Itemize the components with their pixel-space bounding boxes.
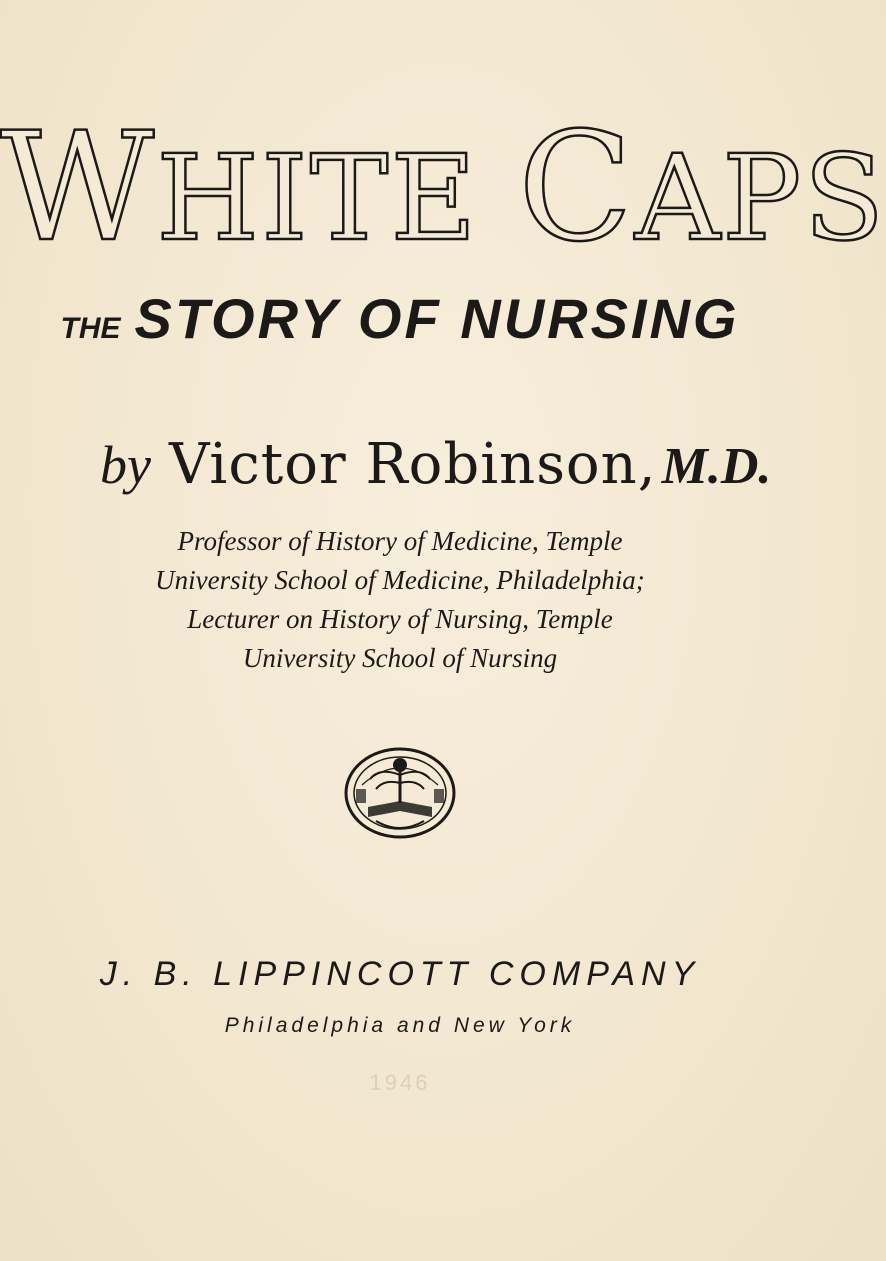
title-rest-hite: HITE [156,129,479,267]
title-rest-aps: APS [634,129,886,267]
author-credentials [0,522,800,678]
subtitle-prefix: THE [60,312,121,345]
year-stamp: 1946 [369,1070,431,1095]
author-by: by [100,435,151,495]
author-line [100,432,772,497]
publisher-name: J. B. LIPPINCOTT COMPANY [99,955,701,993]
credential-line: Professor of History of Medicine, Temple [177,526,623,556]
book-title [0,101,886,275]
title-initial-c: C [518,101,635,275]
credential-line: Lecturer on History of Nursing, Temple [187,604,613,634]
publisher-seal-icon [342,745,458,841]
title-initial-w: W [0,101,157,275]
publisher-place: Philadelphia and New York [224,1014,576,1037]
subtitle-main: STORY OF NURSING [134,287,740,350]
author-name: Victor Robinson, [168,432,657,497]
author-degree: M.D. [661,438,772,495]
book-subtitle [0,286,800,351]
credential-line: University School of Medicine, Philadelphia; [155,565,645,595]
credential-line: University School of Nursing [242,643,558,673]
